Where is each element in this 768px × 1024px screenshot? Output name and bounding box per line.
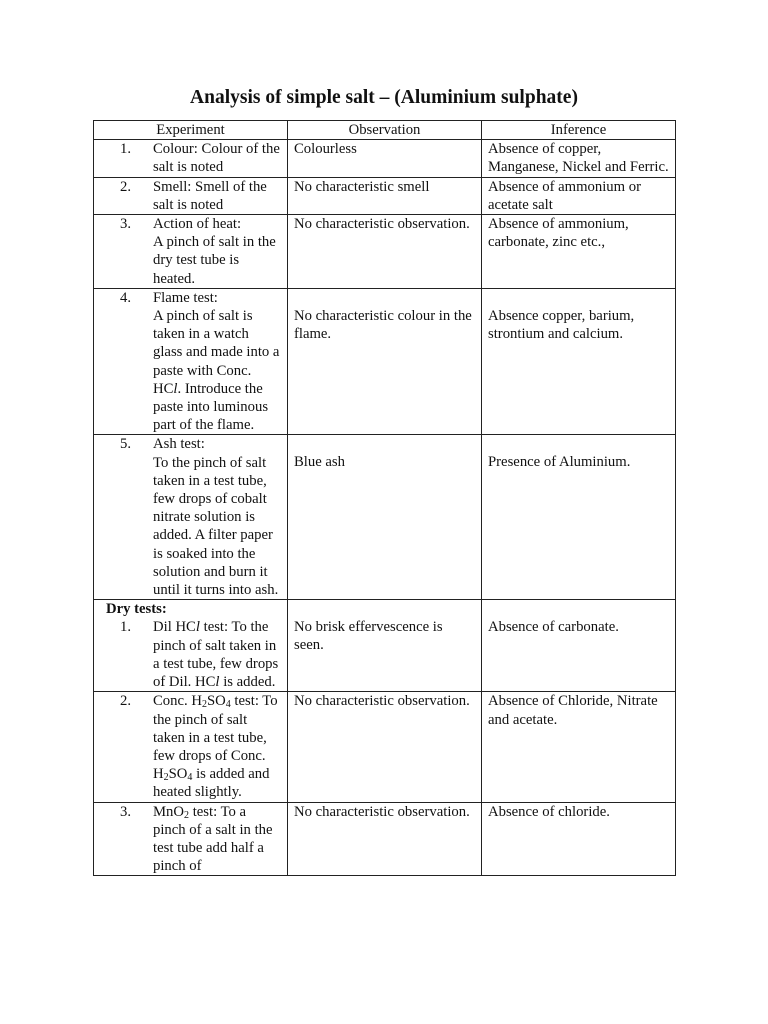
- experiment-text: A pinch of salt in the dry test tube is heated.: [153, 234, 276, 287]
- header-inference: Inference: [482, 121, 676, 140]
- row-number: 4.: [119, 289, 131, 306]
- experiment-text: Colour: Colour of the salt is noted: [153, 141, 280, 176]
- inference-cell: Absence of Chloride, Nitrate and acetate.: [482, 692, 676, 802]
- inference-cell: Absence of ammonium, carbonate, zinc etc.,: [482, 215, 676, 289]
- row-number: 1.: [119, 141, 131, 158]
- experiment-cell: [94, 435, 288, 600]
- experiment-text: To the pinch of salt taken in a test tube, few drops of cobalt nitrate solution is added. A filter paper is soaked into the solution and burn it until it turns into ash.: [153, 454, 279, 599]
- experiment-text: Dil HCl test: To the pinch of salt taken in a test tube, few drops of Dil. HCl is added.: [153, 619, 279, 691]
- table-row: [94, 215, 676, 289]
- observation-cell: No characteristic observation.: [288, 802, 482, 876]
- experiment-text: Conc. $H_2SO_4$ test: To the pinch of salt taken in a test tube, few drops of Conc. $H_2SO_4$ is added and heated slightly.: [153, 693, 278, 801]
- table-row: [94, 600, 676, 692]
- analysis-table: [93, 120, 676, 876]
- row-number: 2.: [119, 693, 131, 710]
- observation-cell: No characteristic colour in the flame.: [288, 288, 482, 435]
- table-row: [94, 177, 676, 214]
- observation-cell: No characteristic observation.: [288, 215, 482, 289]
- experiment-heading: Flame test:: [153, 289, 218, 306]
- experiment-cell: [94, 140, 288, 177]
- table-row: [94, 140, 676, 177]
- observation-cell: No brisk effervescence is seen.: [288, 600, 482, 692]
- row-number: 1.: [119, 619, 131, 636]
- experiment-heading: Action of heat:: [153, 216, 242, 233]
- table-row: [94, 435, 676, 600]
- inference-cell: Absence copper, barium, strontium and calcium.: [482, 288, 676, 435]
- experiment-cell: [94, 215, 288, 289]
- inference-cell: Absence of copper, Manganese, Nickel and Ferric.: [482, 140, 676, 177]
- table-row: [94, 692, 676, 802]
- experiment-text: MnO$_2$ test: To a pinch of a salt in the test tube add half a pinch of: [153, 803, 273, 875]
- experiment-cell: [94, 600, 288, 692]
- row-number: 5.: [119, 436, 131, 453]
- observation-cell: No characteristic smell: [288, 177, 482, 214]
- inference-cell: Absence of ammonium or acetate salt: [482, 177, 676, 214]
- experiment-text: Smell: Smell of the salt is noted: [153, 178, 267, 213]
- page-title: Analysis of simple salt – (Aluminium sulphate): [190, 87, 578, 108]
- experiment-cell: [94, 692, 288, 802]
- experiment-cell: [94, 177, 288, 214]
- observation-cell: Colourless: [288, 140, 482, 177]
- header-experiment: Experiment: [94, 121, 288, 140]
- inference-cell: Presence of Aluminium.: [482, 435, 676, 600]
- observation-cell: Blue ash: [288, 435, 482, 600]
- header-observation: Observation: [288, 121, 482, 140]
- table-header-row: [94, 121, 676, 140]
- inference-cell: Absence of chloride.: [482, 802, 676, 876]
- experiment-cell: [94, 802, 288, 876]
- inference-cell: Absence of carbonate.: [482, 600, 676, 692]
- table-row: [94, 802, 676, 876]
- observation-cell: No characteristic observation.: [288, 692, 482, 802]
- experiment-cell: [94, 288, 288, 435]
- table-row: [94, 288, 676, 435]
- dry-tests-label: Dry tests:: [106, 601, 167, 618]
- row-number: 2.: [119, 178, 131, 195]
- experiment-heading: Ash test:: [153, 436, 205, 453]
- row-number: 3.: [119, 803, 131, 820]
- experiment-text: A pinch of salt is taken in a watch glass and made into a paste with Conc. HCl. Introduce the paste into luminous part of the flame.: [153, 308, 280, 434]
- row-number: 3.: [119, 216, 131, 233]
